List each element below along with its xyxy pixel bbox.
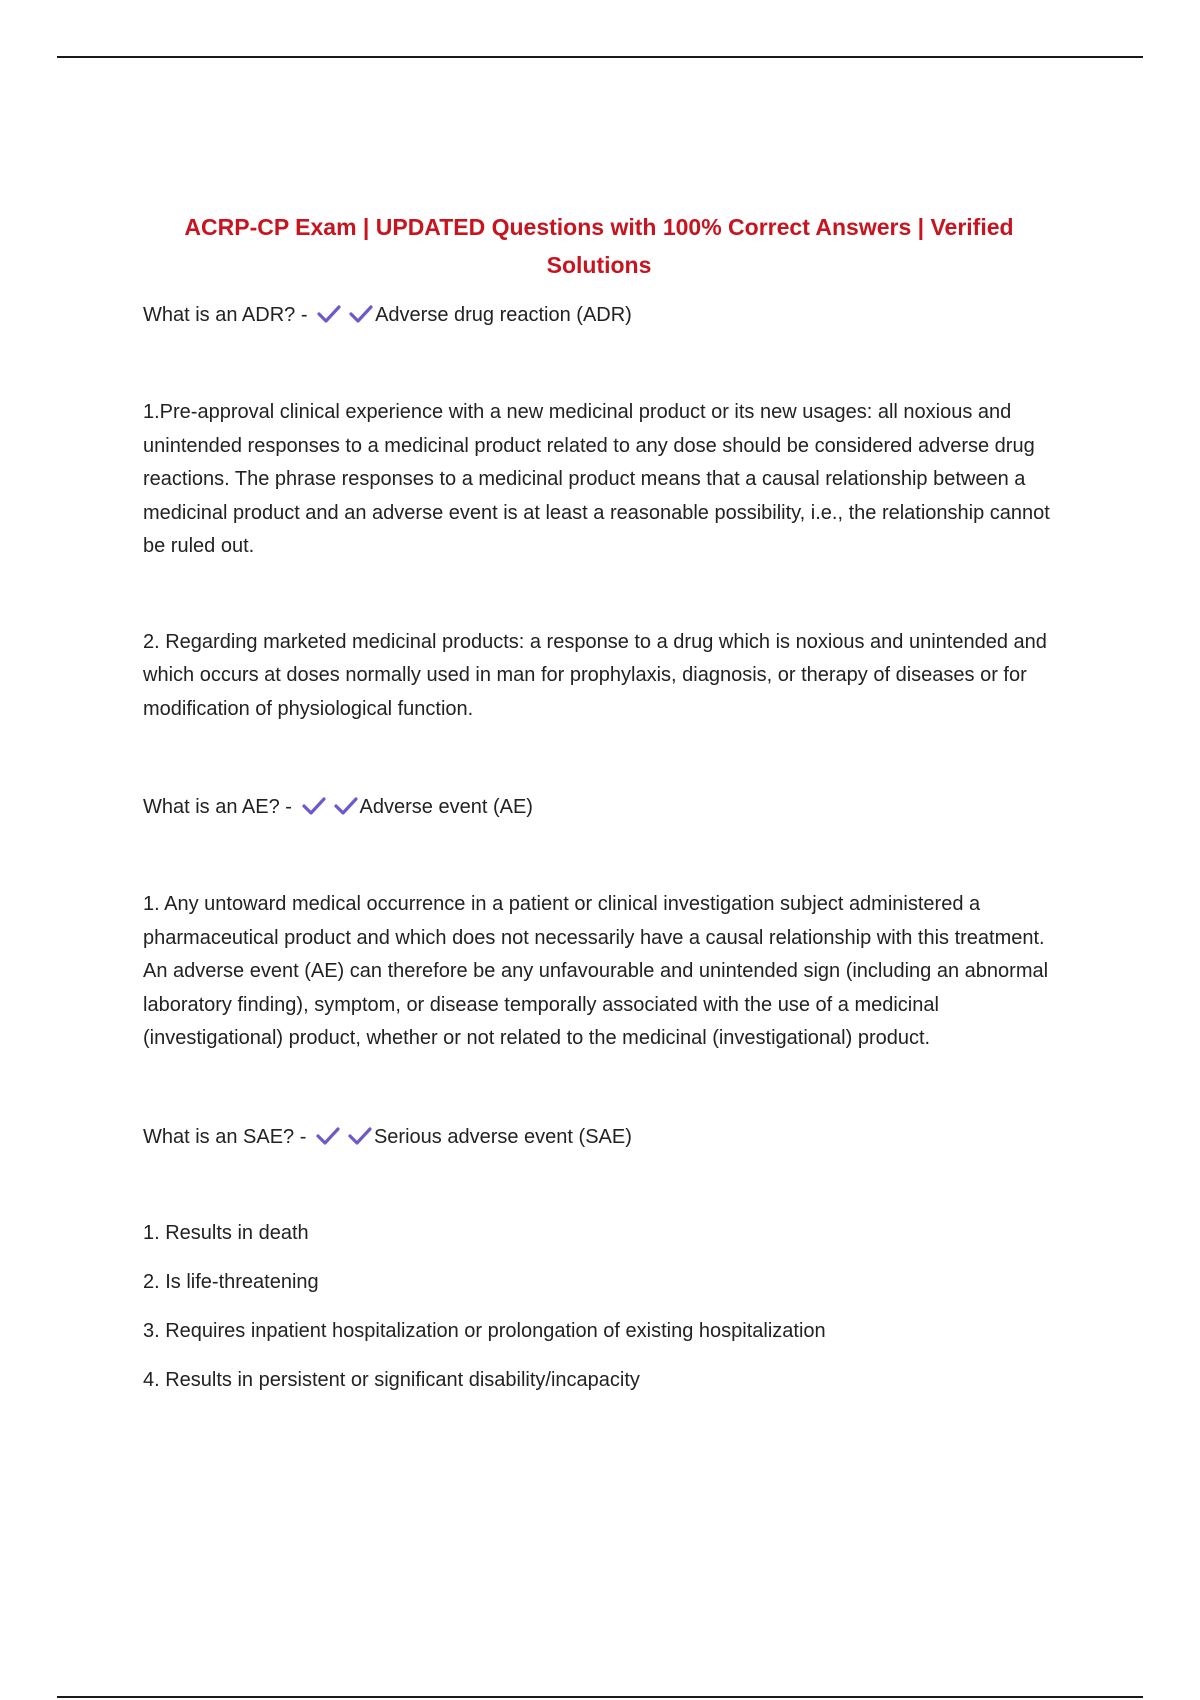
checkmark-icon [349, 304, 373, 324]
list-item: 1. Results in death [143, 1221, 309, 1244]
checkmark-icon [348, 1126, 372, 1146]
checkmark-icon [316, 1126, 340, 1146]
title-line-1: ACRP-CP Exam | UPDATED Questions with 100% Correct Answers | Verified [184, 214, 1014, 240]
question-sae [143, 1120, 1055, 1154]
spacer [143, 564, 1055, 626]
title-line-2: Solutions [546, 252, 652, 278]
spacer [143, 1154, 1055, 1218]
document-body [143, 208, 1055, 1414]
list-item: 4. Results in persistent or significant disability/incapacity [143, 1368, 640, 1391]
bottom-rule [57, 1696, 1143, 1698]
checkmark-icon [302, 796, 326, 816]
question-ae [143, 790, 1055, 824]
spacer [143, 824, 1055, 888]
list-item: 2. Is life-threatening [143, 1270, 319, 1293]
list-item: 3. Requires inpatient hospitalization or prolongation of existing hospitalization [143, 1319, 826, 1342]
document-title [143, 208, 1055, 284]
answer-text: Adverse drug reaction (ADR) [375, 304, 632, 326]
checkmark-icon [334, 796, 358, 816]
ae-paragraph-1: 1. Any untoward medical occurrence in a patient or clinical investigation subject administered a pharmaceutical product and which does not necessarily have a causal relationship with this treatment. An adverse event (AE) can therefore be any unfavourable and unintended sign (including an abnormal laboratory finding), symptom, or disease temporally associated with the use of a medicinal (investigational) product, whether or not related to the medicinal (investigational) product. [143, 893, 1049, 1049]
checkmark-icon [317, 304, 341, 324]
adr-paragraph-1: 1.Pre-approval clinical experience with a new medicinal product or its new usages: all noxious and unintended responses to a medicinal product related to any dose should be considered adverse drug reactions. The phrase responses to a medicinal product means that a causal relationship between a medicinal product and an adverse event is at least a reasonable possibility, i.e., the relationship cannot be ruled out. [143, 401, 1050, 557]
spacer [143, 332, 1055, 396]
question-text: What is an AE? - [143, 796, 292, 818]
spacer [143, 726, 1055, 790]
answer-text: Serious adverse event (SAE) [373, 1125, 632, 1148]
adr-paragraph-2: 2. Regarding marketed medicinal products: a response to a drug which is noxious and unintended and which occurs at doses normally used in man for prophylaxis, diagnosis, or therapy of diseases or for modification of physiological function. [143, 630, 1047, 720]
question-adr [143, 298, 1055, 332]
answer-text: Adverse event (AE) [359, 796, 533, 818]
question-text: What is an ADR? - [143, 304, 308, 326]
top-rule [57, 56, 1143, 58]
question-text: What is an SAE? - [143, 1125, 307, 1148]
spacer [143, 1056, 1055, 1120]
